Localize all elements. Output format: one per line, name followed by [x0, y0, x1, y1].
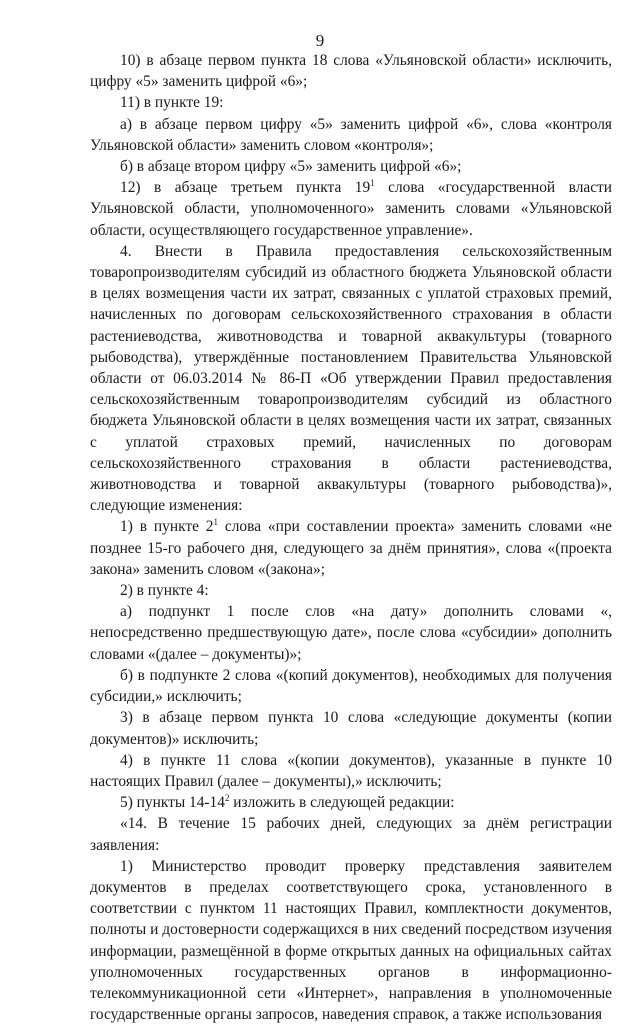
paragraph-8: 2) в пункте 4: [120, 582, 209, 600]
paragraph-11: 3) в абзаце первом пункта 10 слова «следующие документы (копии документов)» исключить; [90, 709, 612, 748]
paragraph-14: «14. В течение 15 рабочих дней, следующих за днём регистрации заявления: [90, 815, 612, 854]
document-body [90, 50, 612, 1025]
paragraph-6: 4. Внести в Правила предоставления сельскохозяйственным товаропроизводителям субсидий из областного бюджета Ульяновской области в целях возмещения части их затрат, связанных с уплатой страховых премий, начисленных по договорам сельскохозяйственного страхования в области растениеводства, животноводства и товарной аквакультуры (товарного рыбоводства), утверждённые постановлением Правительства Ульяновской области от 06.03.2014 № 86-П «Об утверждении Правил предоставления сельскохозяйственным товаропроизводителям субсидий из областного бюджета Ульяновской области в целях возмещения части их затрат, связанных с уплатой страховых премий, начисленных по договорам сельскохозяйственного страхования в области растениеводства, животноводства и товарной аквакультуры (товарного рыбоводства)», следующие изменения: [90, 242, 612, 515]
paragraph-1: 10) в абзаце первом пункта 18 слова «Ульяновской области» исключить, цифру «5» заменить цифрой «6»; [90, 52, 612, 91]
paragraph-9: а) подпункт 1 после слов «на дату» дополнить словами «, непосредственно предшествующую дате», после слова «субсидии» дополнить словами «(далее – документы)»; [90, 603, 612, 663]
paragraph-10: б) в подпункте 2 слова «(копий документов), необходимых для получения субсидии,» исключить; [90, 666, 612, 706]
paragraph-13: 5) пункты $14-14^2$ изложить в следующей редакции: [120, 793, 455, 812]
page-number: 9 [315, 31, 325, 50]
paragraph-2: 11) в пункте 19: [120, 94, 224, 112]
paragraph-15: 1) Министерство проводит проверку представления заявителем документов в пределах соответствующего срока, установленного в соответствии с пунктом 11 настоящих Правил, комплектности документов, полноты и достоверности содержащихся в них сведений посредством изучения информации, размещённой в форме открытых данных на официальных сайтах уполномоченных государственных органов в информационно-телекоммуникационной сети «Интернет», направления в уполномоченные государственные органы запросов, наведения справок, а также использования [90, 857, 612, 1024]
paragraph-4: б) в абзаце втором цифру «5» заменить цифрой «6»; [120, 158, 462, 176]
paragraph-12: 4) в пункте 11 слова «(копии документов), указанные в пункте 10 настоящих Правил (далее – документы),» исключить; [90, 751, 612, 790]
paragraph-5: 12) в абзаце третьем пункта $19^1$ слова «государственной власти Ульяновской области, уполномоченного» заменить словами «Ульяновской области, осуществляющего государственное управление». [90, 178, 612, 239]
paragraph-7: 1) в пункте $2^1$ слова «при составлении проекта» заменить словами «не позднее 15-го рабочего дня, следующего за днём принятия», слова «(проекта закона» заменить словом «(закона»; [90, 517, 613, 578]
paragraph-3: а) в абзаце первом цифру «5» заменить цифрой «6», слова «контроля Ульяновской области» заменить словом «контроля»; [90, 115, 612, 154]
